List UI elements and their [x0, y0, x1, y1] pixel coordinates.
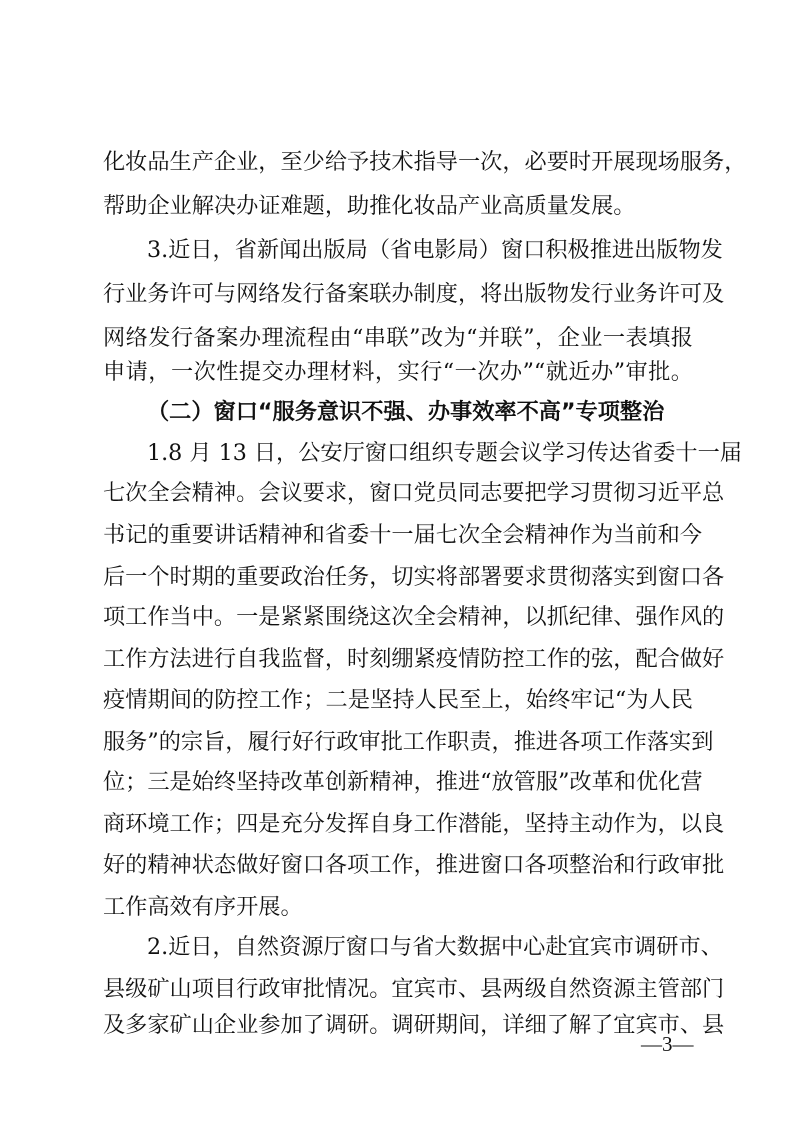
paragraph-line: 工作高效有序开展。 — [103, 894, 303, 920]
paragraph-line: 县级矿山项目行政审批情况。宜宾市、县两级自然资源主管部门 — [103, 976, 725, 1002]
paragraph-line: 化妆品生产企业，至少给予技术指导一次，必要时开展现场服务， — [103, 149, 747, 175]
paragraph-line: 服务”的宗旨，履行好行政审批工作职责，推进各项工作落实到 — [103, 729, 714, 755]
paragraph-line: 疫情期间的防控工作；二是坚持人民至上，始终牢记“为人民 — [103, 687, 693, 713]
paragraph-line: 1.8 月 13 日，公安厅窗口组织专题会议学习传达省委十一届 — [147, 440, 742, 466]
paragraph-line: 项工作当中。一是紧紧围绕这次全会精神，以抓纪律、强作风的 — [103, 604, 725, 630]
paragraph-line: 2.近日，自然资源厅窗口与省大数据中心赴宜宾市调研市、 — [147, 934, 723, 960]
page-number: —3— — [641, 1032, 694, 1056]
paragraph-line: 好的精神状态做好窗口各项工作，推进窗口各项整治和行政审批 — [103, 852, 725, 878]
paragraph-line: 3.近日，省新闻出版局（省电影局）窗口积极推进出版物发 — [147, 237, 723, 263]
paragraph-line: 帮助企业解决办证难题，助推化妆品产业高质量发展。 — [103, 193, 636, 219]
section-heading: （二）窗口“服务意识不强、办事效率不高”专项整治 — [147, 399, 665, 425]
paragraph-line: 行业务许可与网络发行备案联办制度，将出版物发行业务许可及 — [103, 281, 725, 307]
paragraph-line: 申请，一次性提交办理材料，实行“一次办”“就近办”审批。 — [103, 359, 693, 385]
paragraph-line: 位；三是始终坚持改革创新精神，推进“放管服”改革和优化营 — [103, 769, 703, 795]
paragraph-line: 工作方法进行自我监督，时刻绷紧疫情防控工作的弦，配合做好 — [103, 646, 725, 672]
paragraph-line: 商环境工作；四是充分发挥自身工作潜能，坚持主动作为，以良 — [103, 811, 725, 837]
paragraph-line: 网络发行备案办理流程由“串联”改为“并联”，企业一表填报 — [103, 325, 693, 351]
paragraph-line: 七次全会精神。会议要求，窗口党员同志要把学习贯彻习近平总 — [103, 480, 725, 506]
paragraph-line: 后一个时期的重要政治任务，切实将部署要求贯彻落实到窗口各 — [103, 564, 725, 590]
paragraph-line: 书记的重要讲话精神和省委十一届七次全会精神作为当前和今 — [103, 522, 703, 548]
paragraph-line: 及多家矿山企业参加了调研。调研期间，详细了解了宜宾市、县 — [103, 1012, 725, 1038]
